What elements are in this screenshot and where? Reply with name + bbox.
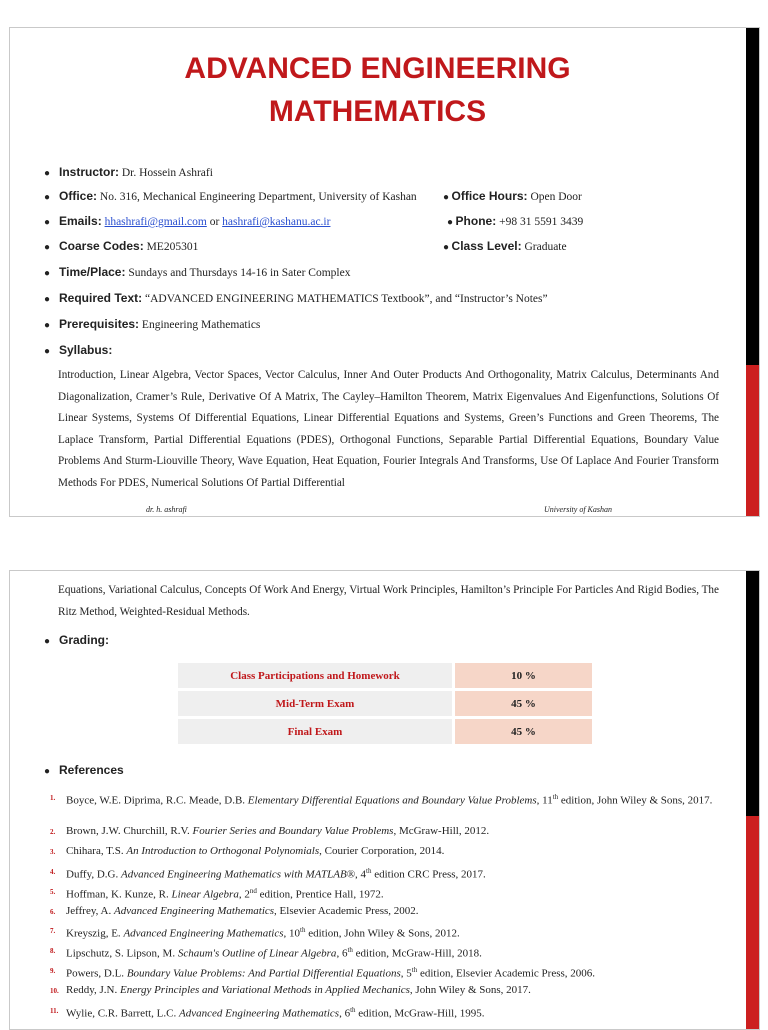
course-codes-value: ME205301 (146, 241, 199, 253)
table-row (178, 719, 592, 744)
required-text-label: Required Text: (59, 291, 143, 305)
slide-accent-bar-red (746, 816, 759, 1030)
reference-number: 5. (50, 888, 56, 896)
office-hours-value: Open Door (530, 191, 582, 203)
bullet-icon: ● (44, 242, 51, 253)
reference-number: 10. (50, 987, 59, 995)
bullet-icon: ● (44, 636, 51, 647)
reference-number: 1. (50, 794, 56, 802)
bullet-icon: ● (44, 346, 51, 357)
references-row (44, 762, 124, 780)
footer-university: University of Kashan (544, 505, 612, 514)
reference-authors: Kreyszig, E. (66, 927, 124, 940)
time-place-value: Sundays and Thursdays 14-16 in Sater Complex (128, 267, 351, 279)
list-item: 5. Hoffman, K. Kunze, R. Linear Algebra, 2nd edition, Prentice Hall, 1972. (66, 883, 384, 903)
instructor-row (44, 164, 213, 182)
office-hours-label: Office Hours: (451, 189, 528, 203)
page-title-line-2: MATHEMATICS (268, 95, 487, 128)
grading-value: 10 % (455, 663, 592, 688)
bullet-icon: ● (44, 766, 51, 777)
syllabus-text: Introduction, Linear Algebra, Vector Spaces, Vector Calculus, Inner And Outer Products And Orthogonality, Matrix Calculus, Determinants And Diagonalization, Cramer’s Rule, Derivative Of A Matrix, The Cayley–Hamilton Theorem, Matrix Eigenvalues And Eigenfunctions, Solutions Of Linear Systems, Systems Of Differential Equations, Linear Differential Equations and Systems, Green’s Functions and Green Theorems, The Laplace Transform, Partial Differential Equations (PDES), Orthogonal Functions, Separable Partial Differential Equations, Boundary Value Problems And Sturm-Liouville Theory, Wave Equation, Heat Equation, Fourier Integrals And Transforms, Use Of Laplace And Fourier Transform Methods For PDES, Numerical Solutions Of Partial Differential (58, 369, 719, 489)
superscript: th (347, 946, 353, 954)
prerequisites-label: Prerequisites: (59, 317, 140, 331)
reference-authors: Boyce, W.E. Diprima, R.C. Meade, D.B. (66, 794, 248, 807)
list-item (50, 823, 490, 839)
reference-authors: Brown, J.W. Churchill, R.V. (66, 825, 193, 837)
reference-number: 8. (50, 947, 56, 955)
office-value: No. 316, Mechanical Engineering Department, University of Kashan (99, 191, 417, 203)
reference-title: Fourier Series and Boundary Value Problems (192, 825, 394, 837)
reference-number: 4. (50, 868, 56, 876)
class-level-value: Graduate (524, 241, 567, 253)
instructor-value: Dr. Hossein Ashrafi (121, 167, 213, 179)
reference-authors: Lipschutz, S. Lipson, M. (66, 947, 178, 960)
email-separator: or (209, 216, 220, 228)
grading-item: Final Exam (178, 719, 455, 744)
time-place-label: Time/Place: (59, 265, 126, 279)
bullet-icon: ● (447, 217, 456, 228)
grading-item: Mid-Term Exam (178, 691, 455, 716)
list-item: 9. Powers, D.L. Boundary Value Problems: And Partial Differential Equations, 5th edition, Elsevier Academic Press, 2006. (66, 962, 595, 982)
slide-accent-bar-red (746, 365, 759, 517)
superscript: th (411, 966, 418, 974)
grading-value: 45 % (455, 691, 592, 716)
superscript: th (366, 867, 372, 875)
reference-publisher: , Courier Corporation, 2014. (319, 845, 445, 857)
prerequisites-value: Engineering Mathematics (141, 319, 261, 331)
phone-row (447, 213, 583, 231)
slide-accent-bar-black (746, 571, 759, 816)
list-item: 1. Boyce, W.E. Diprima, R.C. Meade, D.B. Elementary Differential Equations and Boundary Value Problems, 11th edition, John Wiley & Sons, 2017. (66, 789, 730, 809)
reference-title: Linear Algebra (171, 888, 239, 901)
reference-authors: Powers, D.L. (66, 967, 127, 980)
reference-number: 6. (50, 908, 56, 916)
superscript: th (552, 793, 559, 801)
syllabus-label: Syllabus: (59, 343, 113, 357)
office-row (44, 188, 417, 206)
bullet-icon: ● (44, 320, 51, 331)
bullet-icon: ● (44, 217, 51, 228)
emails-label: Emails: (59, 214, 102, 228)
superscript: th (350, 1006, 356, 1014)
required-text-row (44, 290, 548, 308)
office-hours-row (443, 188, 582, 206)
list-item (50, 843, 445, 859)
bullet-icon: ● (44, 268, 51, 279)
reference-authors: Hoffman, K. Kunze, R. (66, 888, 172, 901)
time-place-row (44, 264, 350, 282)
superscript: th (300, 926, 306, 934)
reference-title: Boundary Value Problems: And Partial Differential Equations (126, 967, 401, 980)
bullet-icon: ● (44, 294, 51, 305)
references-label: References (59, 763, 124, 777)
email-link-2[interactable]: hashrafi@kashanu.ac.ir (222, 216, 331, 228)
reference-authors: Wylie, C.R. Barrett, L.C. (66, 1007, 179, 1020)
list-item: 7. Kreyszig, E. Advanced Engineering Mathematics, 10th edition, John Wiley & Sons, 2012. (66, 922, 460, 942)
reference-authors: Jeffrey, A. (66, 905, 114, 917)
reference-authors: Chihara, T.S. (66, 845, 127, 857)
slide-2 (9, 570, 760, 1030)
reference-number: 2. (50, 828, 56, 836)
reference-title: Schaum's Outline of Linear Algebra (177, 947, 337, 960)
reference-number: 7. (50, 927, 56, 935)
slide-accent-bar-black (746, 28, 759, 365)
syllabus-row (44, 342, 112, 360)
reference-publisher: , Elsevier Academic Press, 2002. (274, 905, 419, 917)
class-level-row (443, 238, 567, 256)
reference-title: Advanced Engineering Mathematics (113, 905, 275, 917)
class-level-label: Class Level: (451, 239, 522, 253)
grading-value: 45 % (455, 719, 592, 744)
instructor-label: Instructor: (59, 165, 119, 179)
email-link-1[interactable]: hhashrafi@gmail.com (104, 216, 207, 228)
bullet-icon: ● (44, 168, 51, 179)
bullet-icon: ● (44, 192, 51, 203)
reference-number: 9. (50, 967, 56, 975)
grading-label: Grading: (59, 633, 109, 647)
footer-author: dr. h. ashrafi (146, 505, 187, 514)
reference-title: An Introduction to Orthogonal Polynomials (126, 845, 320, 857)
page-title-line-1: ADVANCED ENGINEERING (184, 52, 571, 85)
table-row (178, 663, 592, 688)
superscript: nd (249, 887, 257, 895)
grading-item: Class Participations and Homework (178, 663, 455, 688)
grading-table (178, 660, 592, 747)
office-label: Office: (59, 189, 98, 203)
table-row (178, 691, 592, 716)
reference-title: Elementary Differential Equations and Boundary Value Problems (247, 794, 537, 807)
reference-number: 11. (50, 1007, 59, 1015)
list-item: 8. Lipschutz, S. Lipson, M. Schaum's Outline of Linear Algebra, 6th edition, McGraw-Hill, 2018. (66, 942, 482, 962)
reference-publisher: , John Wiley & Sons, 2017. (409, 984, 531, 996)
phone-label: Phone: (455, 214, 497, 228)
required-text-value: “ADVANCED ENGINEERING MATHEMATICS Textbook”, and “Instructor’s Notes” (145, 293, 548, 305)
reference-title: Advanced Engineering Mathematics with MATLAB® (121, 868, 356, 881)
emails-row (44, 213, 330, 231)
syllabus-continued-text: Equations, Variational Calculus, Concepts Of Work And Energy, Virtual Work Principles, Hamilton’s Principle For Particles And Rigid Bodies, The Ritz Method, Weighted-Residual Methods. (58, 584, 719, 618)
list-item (50, 903, 419, 919)
grading-row (44, 632, 109, 650)
list-item: 4. Duffy, D.G. Advanced Engineering Mathematics with MATLAB®, 4th edition CRC Press, 2017. (66, 863, 486, 883)
list-item: 11. Wylie, C.R. Barrett, L.C. Advanced Engineering Mathematics, 6th edition, McGraw-Hill, 1995. (66, 1002, 484, 1022)
reference-title: Advanced Engineering Mathematics (123, 927, 284, 940)
list-item (50, 982, 531, 998)
reference-title: Energy Principles and Variational Methods in Applied Mechanics (119, 984, 410, 996)
course-codes-label: Coarse Codes: (59, 239, 144, 253)
reference-title: Advanced Engineering Mathematics (179, 1007, 340, 1020)
reference-authors: Duffy, D.G. (66, 868, 121, 881)
phone-value: +98 31 5591 3439 (499, 216, 584, 228)
reference-publisher: , McGraw-Hill, 2012. (393, 825, 490, 837)
reference-number: 3. (50, 848, 56, 856)
course-codes-row (44, 238, 198, 256)
bullet-icon: ● (443, 242, 452, 253)
prerequisites-row (44, 316, 260, 334)
slide-1 (9, 27, 760, 517)
reference-authors: Reddy, J.N. (66, 984, 120, 996)
bullet-icon: ● (443, 192, 452, 203)
